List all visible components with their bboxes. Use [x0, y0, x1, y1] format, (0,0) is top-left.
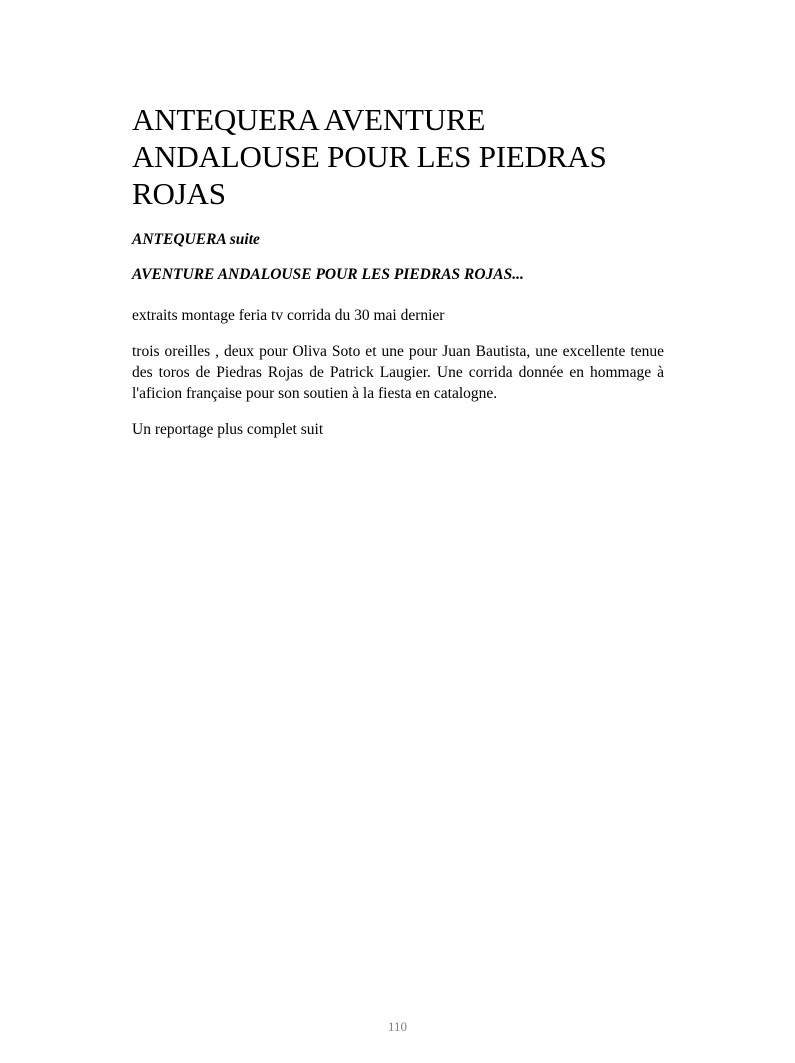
paragraph-corrida-report: trois oreilles , deux pour Oliva Soto et une pour Juan Bautista, une excellente tenue des toros de Piedras Rojas de Patrick Laugier. Une corrida donnée en hommage à l'aficion française pour son soutien à la fiesta en catalogne. — [132, 343, 664, 402]
document-content — [132, 101, 664, 440]
paragraph-extraits: extraits montage feria tv corrida du 30 mai dernier — [132, 307, 445, 324]
page-number: 110 — [387, 1019, 408, 1034]
paragraph-reportage: Un reportage plus complet suit — [132, 421, 324, 438]
page-title: ANTEQUERA AVENTURE ANDALOUSE POUR LES PIEDRAS ROJAS — [132, 102, 607, 211]
subheading-antequera-suite: ANTEQUERA suite — [132, 231, 260, 248]
subheading-aventure: AVENTURE ANDALOUSE POUR LES PIEDRAS ROJAS... — [132, 266, 524, 283]
